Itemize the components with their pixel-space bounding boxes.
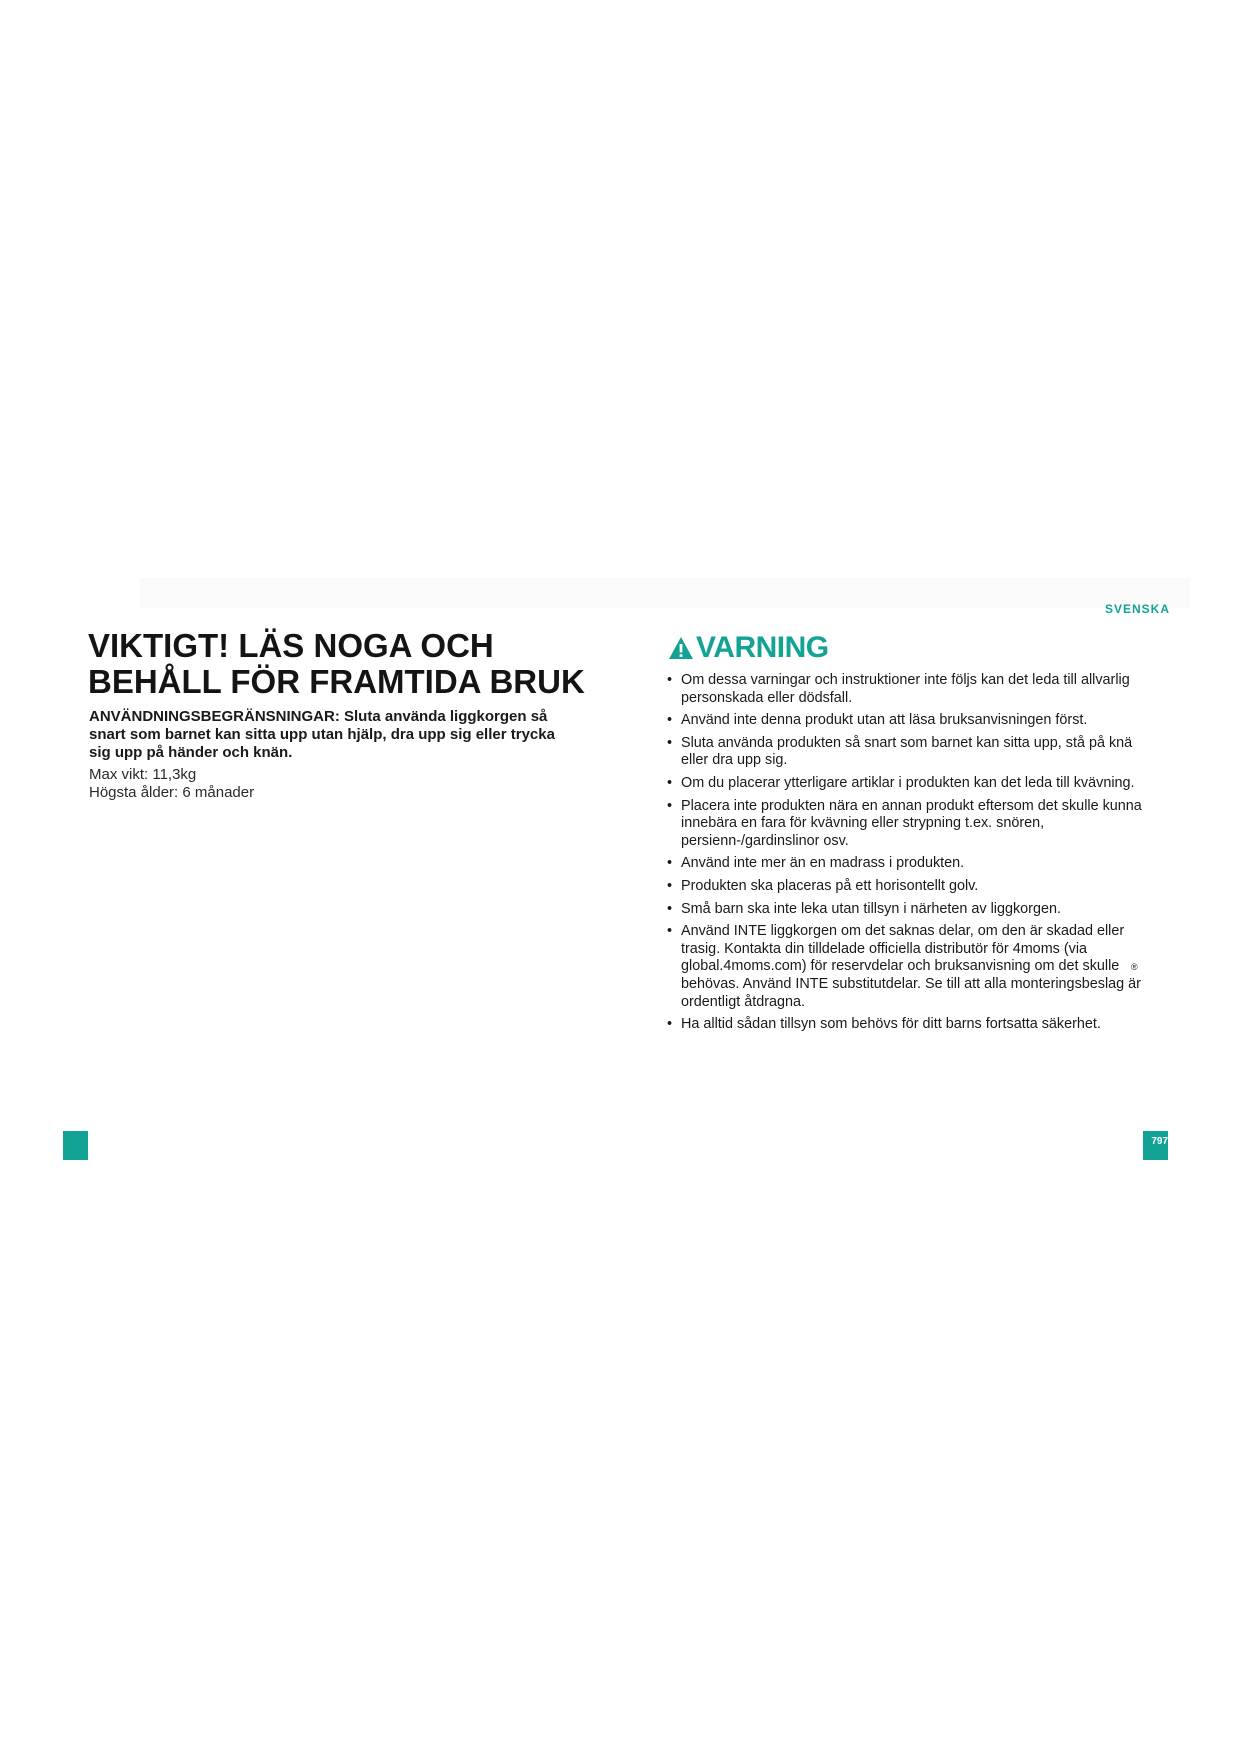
max-age: Högsta ålder: 6 månader bbox=[89, 784, 255, 801]
warning-item bbox=[667, 923, 1147, 1011]
language-label: SVENSKA bbox=[1104, 602, 1170, 616]
warning-item bbox=[667, 775, 1147, 793]
warning-text: Produkten ska placeras på ett horisontellt golv. bbox=[681, 877, 979, 894]
title-line-1: VIKTIGT! LÄS NOGA OCH bbox=[88, 627, 494, 664]
title-line-2: BEHÅLL FÖR FRAMTIDA BRUK bbox=[88, 663, 585, 700]
bullet-icon: • bbox=[667, 797, 673, 814]
warning-item bbox=[667, 901, 1147, 919]
warning-text: Om du placerar ytterligare artiklar i produkten kan det leda till kvävning. bbox=[681, 774, 1135, 791]
warning-text: Använd inte mer än en madrass i produkten. bbox=[681, 855, 965, 872]
max-weight: Max vikt: 11,3kg bbox=[89, 766, 197, 783]
warning-text: Om dessa varningar och instruktioner inte följs kan det leda till allvarlig personskada eller dödsfall. bbox=[681, 672, 1130, 706]
warning-triangle-icon bbox=[668, 636, 694, 660]
warning-item bbox=[667, 672, 1147, 707]
warning-list bbox=[667, 672, 1147, 1039]
bullet-icon: • bbox=[667, 712, 673, 729]
bullet-icon: • bbox=[667, 774, 673, 791]
warning-item bbox=[667, 855, 1147, 873]
warning-text: Ha alltid sådan tillsyn som behövs för ditt barns fortsatta säkerhet. bbox=[681, 1016, 1101, 1033]
page-header-band bbox=[140, 578, 1190, 608]
warning-item bbox=[667, 878, 1147, 896]
bullet-icon: • bbox=[667, 877, 673, 894]
left-page-tab bbox=[63, 1131, 88, 1160]
warning-text: Små barn ska inte leka utan tillsyn i närheten av liggkorgen. bbox=[681, 900, 1061, 917]
bullet-icon: • bbox=[667, 855, 673, 872]
page-number: 797 bbox=[1151, 1136, 1168, 1147]
warning-text: Använd inte denna produkt utan att läsa bruksanvisningen först. bbox=[681, 712, 1088, 729]
warning-item bbox=[667, 735, 1147, 770]
warning-title: VARNING bbox=[696, 631, 829, 664]
bullet-icon: • bbox=[667, 923, 673, 940]
warning-header bbox=[668, 630, 829, 666]
warning-item bbox=[667, 712, 1147, 730]
bullet-icon: • bbox=[667, 900, 673, 917]
warning-item bbox=[667, 1016, 1147, 1034]
warning-text: Använd INTE liggkorgen om det saknas delar, om den är skadad eller trasig. Kontakta din tilldelade officiella distributör för 4moms (via global.4moms.com) för reservdelar och bruksanvisning om det skulle behövas. Använd INTE substitutdelar. Se till att alla monteringsbeslag är ordentligt åtdragna. bbox=[681, 923, 1141, 1010]
warning-text: Sluta använda produkten så snart som barnet kan sitta upp, stå på knä eller dra upp sig. bbox=[681, 734, 1133, 769]
warning-text: Placera inte produkten nära en annan produkt eftersom det skulle kunna innebära en fara för kvävning eller strypning t.ex. snören, persienn-/gardinslinor osv. bbox=[681, 797, 1142, 849]
bullet-icon: • bbox=[667, 1016, 673, 1033]
registered-mark: ® bbox=[1131, 962, 1138, 972]
page-title bbox=[88, 628, 608, 700]
usage-restriction: ANVÄNDNINGSBEGRÄNSNINGAR: Sluta använda liggkorgen så snart som barnet kan sitta upp utan hjälp, dra upp sig eller trycka sig upp på händer och knän. bbox=[89, 708, 555, 761]
warning-item bbox=[667, 798, 1147, 851]
bullet-icon: • bbox=[667, 672, 673, 688]
page-number-tab bbox=[1143, 1131, 1168, 1160]
bullet-icon: • bbox=[667, 734, 673, 751]
